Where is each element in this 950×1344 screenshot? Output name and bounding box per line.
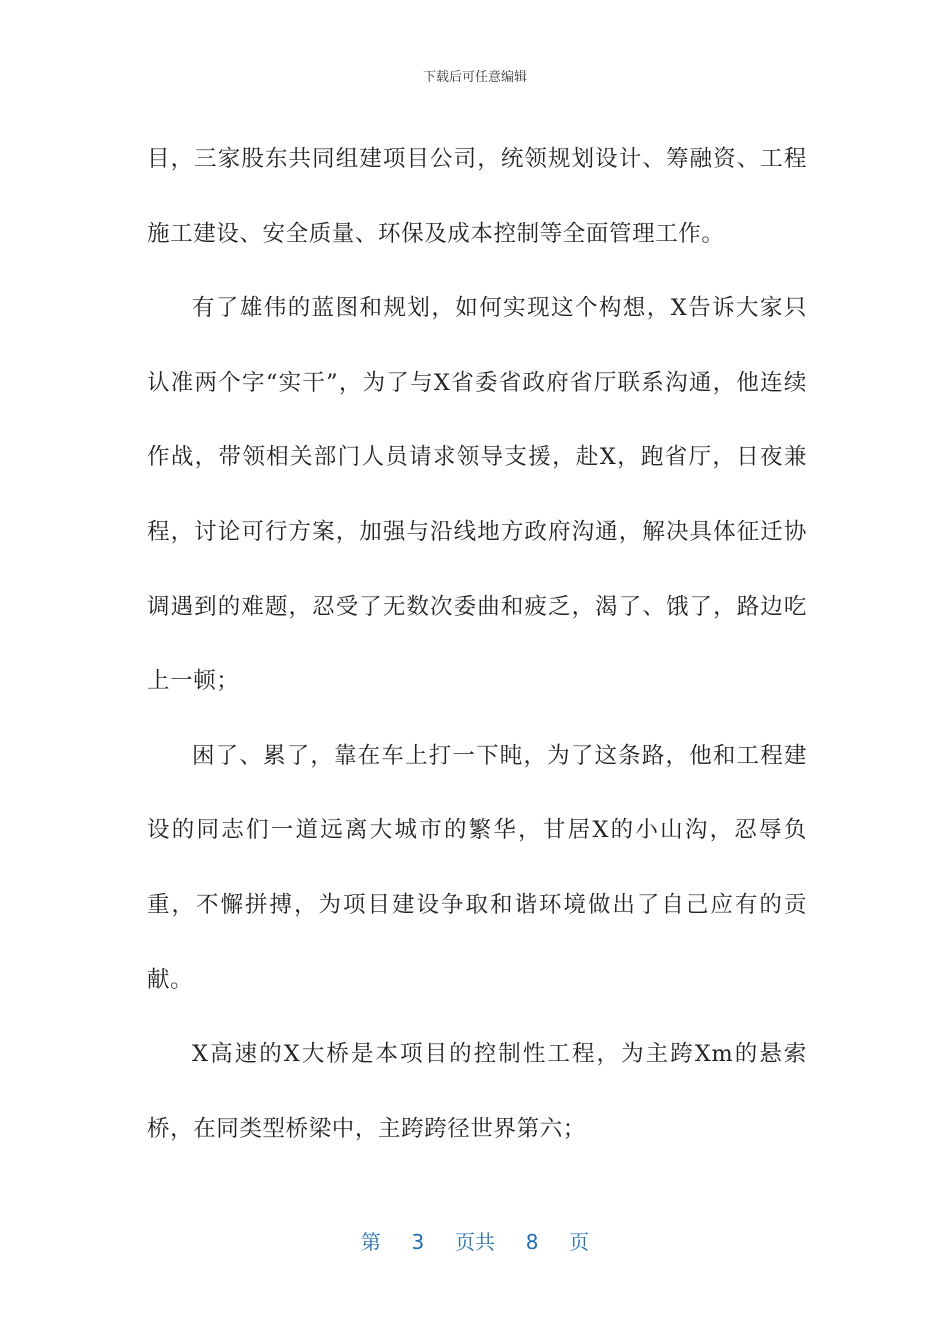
- page-footer: [0, 1226, 950, 1255]
- current-page-number: 3: [411, 1230, 425, 1254]
- header-note: 下载后可任意编辑: [422, 70, 527, 85]
- page-suffix: 页: [569, 1230, 590, 1254]
- paragraph-4: X高速的X大桥是本项目的控制性工程，为主跨Xm的悬索桥，在同类型桥梁中，主跨跨径世界第六；: [147, 1041, 807, 1142]
- paragraph-2: 有了雄伟的蓝图和规划，如何实现这个构想，X告诉大家只认准两个字“实干”，为了与X省委省政府省厅联系沟通，他连续作战，带领相关部门人员请求领导支援，赴X，跑省厅，日夜兼程，讨论可行方案，加强与沿线地方政府沟通，解决具体征迁协调遇到的难题，忍受了无数次委曲和疲乏，渴了、饿了，路边吃上一顿；: [147, 295, 807, 695]
- document-body: [147, 122, 807, 1166]
- paragraph-1: 目，三家股东共同组建项目公司，统领规划设计、筹融资、工程施工建设、安全质量、环保及成本控制等全面管理工作。: [147, 146, 807, 247]
- total-pages-number: 8: [525, 1230, 539, 1254]
- page-middle: 页共: [455, 1230, 495, 1254]
- paragraph-3: 困了、累了，靠在车上打一下盹，为了这条路，他和工程建设的同志们一道远离大城市的繁华，甘居X的小山沟，忍辱负重，不懈拼搏，为项目建设争取和谐环境做出了自己应有的贡献。: [147, 742, 807, 993]
- page-prefix: 第: [360, 1230, 381, 1254]
